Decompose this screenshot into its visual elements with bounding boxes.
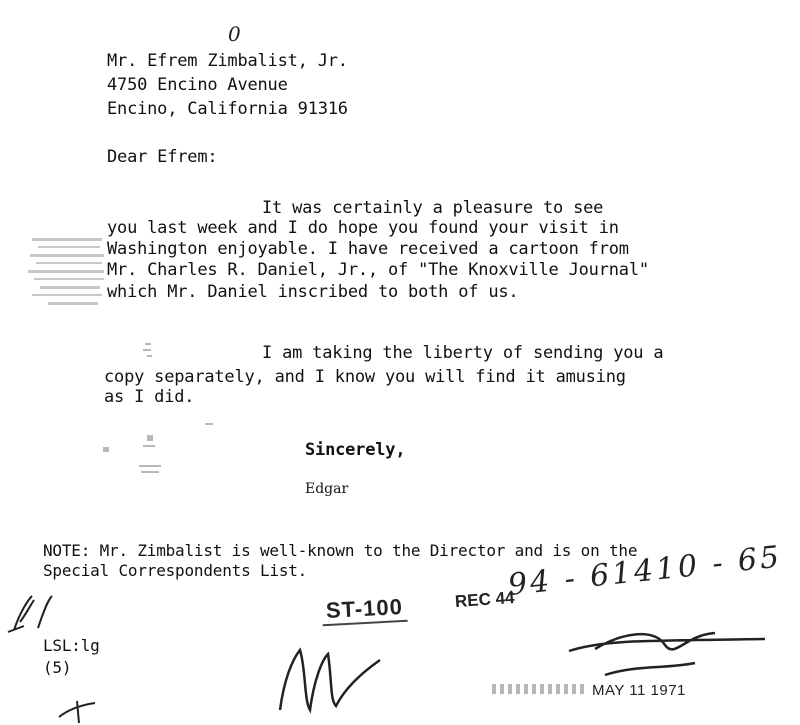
paragraph2-line-2: copy separately, and I know you will find it amusing <box>104 367 626 387</box>
date-scribble <box>565 625 775 685</box>
faint-specks <box>95 335 225 485</box>
st100-stamp: ST-100 <box>321 594 407 626</box>
margin-smudge <box>28 232 108 322</box>
paragraph1-line-3: Washington enjoyable. I have received a cartoon from <box>107 239 629 259</box>
paragraph2-line-3: as I did. <box>104 387 195 407</box>
handwritten-scrawl <box>270 640 390 720</box>
note-line-1: NOTE: Mr. Zimbalist is well-known to the Director and is on the <box>43 541 638 560</box>
top-mark: 0 <box>228 22 241 46</box>
address-line-1: Mr. Efrem Zimbalist, Jr. <box>107 51 348 71</box>
note-line-2: Special Correspondents List. <box>43 561 308 580</box>
typist-initials: LSL:lg <box>43 636 100 655</box>
address-line-3: Encino, California 91316 <box>107 99 348 119</box>
closing: Sincerely, <box>305 440 406 460</box>
bottom-left-scribble <box>55 695 105 725</box>
handwritten-initials-mark <box>0 592 70 642</box>
paragraph1-line-5: which Mr. Daniel inscribed to both of us. <box>107 282 519 302</box>
paragraph1-line-4: Mr. Charles R. Daniel, Jr., of "The Knoxville Journal" <box>107 260 649 280</box>
paragraph1-line-2: you last week and I do hope you found your visit in <box>107 218 619 238</box>
paragraph1-line-1: It was certainly a pleasure to see <box>262 198 604 218</box>
address-line-2: 4750 Encino Avenue <box>107 75 288 95</box>
paragraph2-line-1: I am taking the liberty of sending you a <box>262 343 664 363</box>
enclosure-count: (5) <box>43 658 72 677</box>
rec-label: REC 44 <box>454 587 516 612</box>
salutation: Dear Efrem: <box>107 147 218 167</box>
date-stamp: MAY 11 1971 <box>592 682 686 699</box>
signature: Edgar <box>305 481 349 497</box>
file-number: 94 - 61410 - 65 <box>506 539 784 603</box>
faint-stamp-prefix <box>492 684 587 694</box>
